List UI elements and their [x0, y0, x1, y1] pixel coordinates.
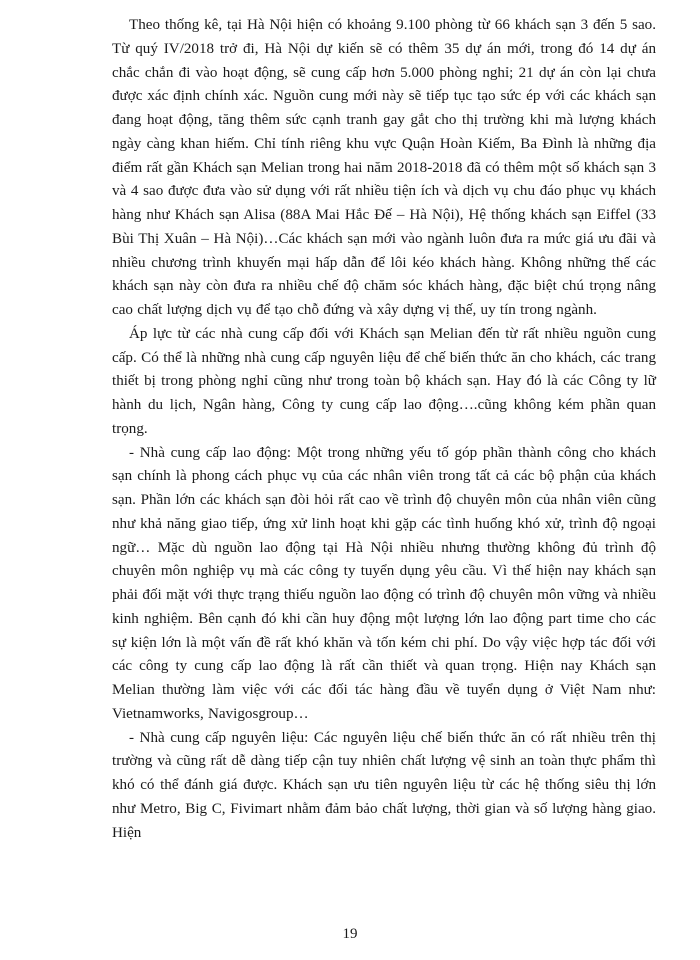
paragraph-labor-suppliers: - Nhà cung cấp lao động: Một trong những yếu tố góp phần thành công cho khách sạn chính là phong cách phục vụ của các nhân viên trong tất cả các bộ phận của khách sạn. Phần lớn các khách sạn đòi hỏi rất cao về trình độ chuyên môn của nhân viên cũng như khả năng giao tiếp, ứng xử linh hoạt khi gặp các tình huống khó xử, trình độ ngoại ngữ… Mặc dù nguồn lao động tại Hà Nội nhiều nhưng thường không đủ trình độ chuyên môn nghiệp vụ mà các công ty tuyển dụng yêu cầu. Vì thế hiện nay khách sạn phải đối mặt với thực trạng thiếu nguồn lao động có trình độ chuyên môn vững và nhiều kinh nghiệm. Bên cạnh đó khi cần huy động một lượng lớn lao động part time cho các sự kiện lớn là một vấn đề rất khó khăn và tốn kém chi phí. Do vậy việc hợp tác đối với các công ty cung cấp lao động là rất cần thiết và quan trọng. Hiện nay Khách sạn Melian thường làm việc với các đối tác hàng đầu về tuyển dụng ở Việt Nam như: Vietnamworks, Navigosgroup…: [112, 444, 656, 722]
page-number: 19: [342, 926, 358, 942]
paragraph-ingredient-suppliers: - Nhà cung cấp nguyên liệu: Các nguyên liệu chế biến thức ăn có rất nhiều trên thị trường và cũng rất dễ dàng tiếp cận tuy nhiên chất lượng vệ sinh an toàn thực phẩm thì khó có thể đánh giá được. Khách sạn ưu tiên nguyên liệu từ các hệ thống siêu thị lớn như Metro, Big C, Fivimart nhằm đảm bảo chất lượng, thời gian và số lượng hàng giao. Hiện: [112, 729, 656, 841]
body-text: [112, 14, 656, 845]
paragraph-supplier-pressure: Áp lực từ các nhà cung cấp đối với Khách sạn Melian đến từ rất nhiều nguồn cung cấp. Có thể là những nhà cung cấp nguyên liệu để chế biến thức ăn cho khách, các trang thiết bị trong phòng nghỉ cũng như trong toàn bộ khách sạn. Hay đó là các Công ty lữ hành du lịch, Ngân hàng, Công ty cung cấp lao động….cũng không kém phần quan trọng.: [112, 325, 656, 437]
paragraph-hotel-market: Theo thống kê, tại Hà Nội hiện có khoảng 9.100 phòng từ 66 khách sạn 3 đến 5 sao. Từ quý IV/2018 trở đi, Hà Nội dự kiến sẽ có thêm 35 dự án mới, trong đó 14 dự án chắc chắn đi vào hoạt động, sẽ cung cấp hơn 5.000 phòng nghỉ; 21 dự án còn lại chưa được xác định chính xác. Nguồn cung mới này sẽ tiếp tục tạo sức ép với các khách sạn đang hoạt động, tăng thêm sức cạnh tranh gay gắt cho thị trường khi mà lượng khách ngày càng khan hiếm. Chỉ tính riêng khu vực Quận Hoàn Kiếm, Ba Đình là những địa điểm rất gần Khách sạn Melian trong hai năm 2018-2018 đã có thêm một số khách sạn 3 và 4 sao được đưa vào sử dụng với rất nhiều tiện ích và dịch vụ chu đáo phục vụ khách hàng như Khách sạn Alisa (88A Mai Hắc Đế – Hà Nội), Hệ thống khách sạn Eiffel (33 Bùi Thị Xuân – Hà Nội)…Các khách sạn mới vào ngành luôn đưa ra mức giá ưu đãi và nhiều chương trình khuyến mại hấp dẫn để lôi kéo khách hàng. Không những thế các khách sạn này còn đưa ra nhiều chế độ chăm sóc khách hàng, đặc biệt chú trọng nâng cao chất lượng dịch vụ để tạo chỗ đứng và xây dựng vị thế, uy tín trong ngành.: [112, 17, 656, 318]
